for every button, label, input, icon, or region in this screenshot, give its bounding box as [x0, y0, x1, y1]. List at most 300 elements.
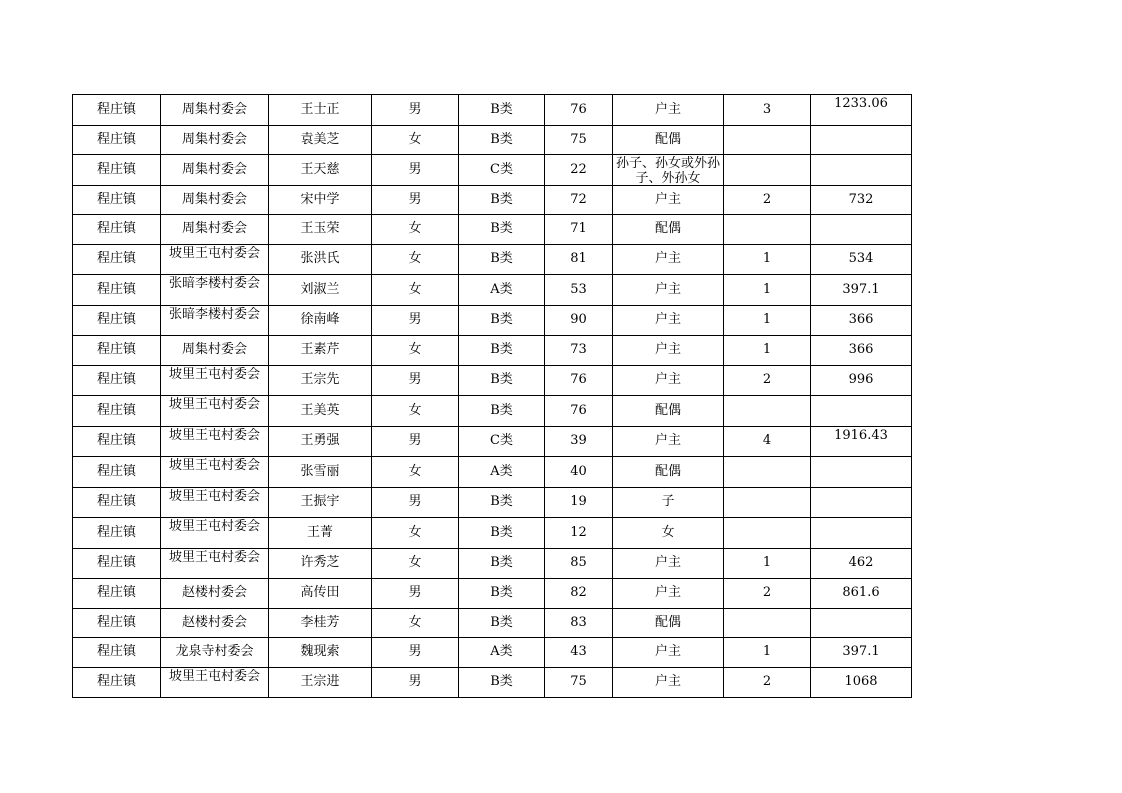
village-committee-text: 周集村委会	[181, 101, 247, 117]
cell-age	[545, 336, 613, 366]
relationship-text: 户主	[654, 585, 681, 601]
cell-village-committee	[161, 365, 269, 396]
cell-category	[459, 457, 545, 488]
cell-town	[73, 548, 161, 579]
cell-category	[459, 95, 545, 126]
cell-name	[269, 457, 372, 488]
table-body	[73, 95, 912, 698]
table-row	[73, 275, 912, 306]
cell-name	[269, 518, 372, 549]
age-text: 53	[570, 281, 587, 297]
household-size-text: 2	[762, 674, 772, 690]
cell-town	[73, 275, 161, 306]
cell-amount	[811, 365, 912, 396]
amount-text: 732	[848, 191, 874, 207]
amount-text: 366	[848, 312, 874, 328]
cell-gender	[372, 275, 459, 306]
gender-text: 男	[408, 494, 422, 510]
cell-village-committee	[161, 155, 269, 186]
village-committee-text: 坡里王屯村委会	[168, 519, 260, 534]
cell-village-committee	[161, 336, 269, 366]
cell-village-committee	[161, 244, 269, 275]
cell-household-size	[724, 215, 811, 245]
name-text: 王宗先	[300, 372, 340, 388]
name-text: 袁美芝	[300, 131, 340, 147]
cell-relationship	[613, 487, 724, 518]
cell-name	[269, 185, 372, 215]
gender-text: 女	[408, 251, 422, 267]
cell-category	[459, 396, 545, 427]
name-text: 张雪丽	[300, 463, 340, 479]
household-size-text: 4	[762, 433, 772, 449]
category-text: B类	[490, 585, 513, 601]
household-size-text: 1	[762, 555, 772, 571]
village-committee-text: 张暗李楼村委会	[168, 306, 260, 322]
cell-category	[459, 579, 545, 609]
cell-age	[545, 638, 613, 668]
cell-town	[73, 185, 161, 215]
relationship-text: 配偶	[654, 131, 681, 147]
cell-amount	[811, 305, 912, 336]
cell-town	[73, 155, 161, 186]
cell-gender	[372, 426, 459, 457]
age-text: 71	[570, 221, 587, 237]
cell-gender	[372, 125, 459, 155]
cell-age	[545, 396, 613, 427]
amount-text: 1233.06	[834, 96, 888, 111]
cell-relationship	[613, 608, 724, 638]
village-committee-text: 坡里王屯村委会	[168, 245, 260, 261]
cell-age	[545, 457, 613, 488]
cell-category	[459, 426, 545, 457]
cell-town	[73, 638, 161, 668]
amount-text: 397.1	[842, 644, 880, 660]
name-text: 王士正	[300, 101, 340, 117]
relationship-text: 子	[661, 494, 675, 510]
cell-village-committee	[161, 579, 269, 609]
age-text: 85	[570, 555, 587, 571]
cell-town	[73, 579, 161, 609]
cell-gender	[372, 396, 459, 427]
cell-amount	[811, 396, 912, 427]
cell-name	[269, 95, 372, 126]
cell-category	[459, 244, 545, 275]
cell-town	[73, 667, 161, 698]
relationship-text: 户主	[654, 281, 681, 297]
cell-gender	[372, 244, 459, 275]
cell-age	[545, 667, 613, 698]
cell-age	[545, 426, 613, 457]
category-text: B类	[490, 342, 513, 358]
relationship-text: 户主	[654, 342, 681, 358]
cell-amount	[811, 215, 912, 245]
town-text: 程庄镇	[96, 281, 136, 297]
cell-household-size	[724, 638, 811, 668]
name-text: 许秀芝	[300, 555, 340, 571]
cell-name	[269, 155, 372, 186]
cell-household-size	[724, 336, 811, 366]
cell-category	[459, 667, 545, 698]
cell-amount	[811, 548, 912, 579]
cell-amount	[811, 667, 912, 698]
cell-category	[459, 365, 545, 396]
category-text: B类	[490, 221, 513, 237]
cell-town	[73, 457, 161, 488]
gender-text: 女	[408, 402, 422, 418]
household-size-text: 3	[762, 101, 772, 117]
village-committee-text: 周集村委会	[181, 191, 247, 207]
cell-name	[269, 396, 372, 427]
village-committee-text: 周集村委会	[181, 221, 247, 237]
village-committee-text: 坡里王屯村委会	[168, 397, 260, 412]
table-row	[73, 125, 912, 155]
cell-village-committee	[161, 638, 269, 668]
category-text: B类	[490, 191, 513, 207]
cell-town	[73, 125, 161, 155]
cell-household-size	[724, 305, 811, 336]
cell-household-size	[724, 125, 811, 155]
cell-amount	[811, 638, 912, 668]
cell-gender	[372, 336, 459, 366]
amount-text: 462	[848, 555, 874, 571]
cell-category	[459, 336, 545, 366]
cell-village-committee	[161, 185, 269, 215]
cell-town	[73, 305, 161, 336]
village-committee-text: 坡里王屯村委会	[168, 488, 260, 504]
category-text: B类	[490, 524, 513, 540]
town-text: 程庄镇	[96, 674, 136, 690]
cell-name	[269, 275, 372, 306]
age-text: 40	[570, 463, 587, 479]
gender-text: 女	[408, 614, 422, 630]
category-text: B类	[490, 402, 513, 418]
cell-gender	[372, 638, 459, 668]
cell-relationship	[613, 336, 724, 366]
age-text: 73	[570, 342, 587, 358]
household-size-text: 2	[762, 372, 772, 388]
relationship-text: 户主	[654, 372, 681, 388]
relationship-text: 户主	[654, 312, 681, 328]
town-text: 程庄镇	[96, 161, 136, 177]
age-text: 72	[570, 191, 587, 207]
cell-name	[269, 638, 372, 668]
cell-age	[545, 305, 613, 336]
cell-age	[545, 125, 613, 155]
town-text: 程庄镇	[96, 251, 136, 267]
village-committee-text: 坡里王屯村委会	[168, 366, 260, 382]
cell-amount	[811, 487, 912, 518]
category-text: C类	[490, 161, 513, 177]
age-text: 83	[570, 614, 587, 630]
cell-gender	[372, 608, 459, 638]
cell-name	[269, 305, 372, 336]
cell-relationship	[613, 638, 724, 668]
town-text: 程庄镇	[96, 644, 136, 660]
village-committee-text: 张暗李楼村委会	[168, 276, 260, 291]
relationship-text: 配偶	[654, 221, 681, 237]
cell-town	[73, 95, 161, 126]
town-text: 程庄镇	[96, 312, 136, 328]
cell-relationship	[613, 95, 724, 126]
village-committee-text: 赵楼村委会	[181, 585, 247, 601]
table-row	[73, 548, 912, 579]
cell-category	[459, 275, 545, 306]
cell-gender	[372, 305, 459, 336]
town-text: 程庄镇	[96, 614, 136, 630]
name-text: 王素芹	[300, 342, 340, 358]
cell-village-committee	[161, 667, 269, 698]
cell-gender	[372, 185, 459, 215]
category-text: B类	[490, 312, 513, 328]
relationship-text: 户主	[654, 191, 681, 207]
cell-village-committee	[161, 426, 269, 457]
town-text: 程庄镇	[96, 524, 136, 540]
cell-village-committee	[161, 95, 269, 126]
cell-name	[269, 244, 372, 275]
cell-village-committee	[161, 548, 269, 579]
gender-text: 男	[408, 372, 422, 388]
cell-relationship	[613, 275, 724, 306]
village-committee-text: 坡里王屯村委会	[168, 427, 260, 443]
name-text: 高传田	[300, 585, 340, 601]
town-text: 程庄镇	[96, 433, 136, 449]
category-text: A类	[490, 644, 513, 660]
name-text: 李桂芳	[300, 614, 340, 630]
cell-village-committee	[161, 305, 269, 336]
cell-age	[545, 518, 613, 549]
cell-amount	[811, 95, 912, 126]
gender-text: 女	[408, 281, 422, 297]
cell-town	[73, 487, 161, 518]
cell-age	[545, 275, 613, 306]
table-row	[73, 426, 912, 457]
amount-text: 1916.43	[834, 427, 888, 443]
cell-amount	[811, 185, 912, 215]
age-text: 81	[570, 251, 587, 267]
data-table	[72, 94, 912, 698]
relationship-text: 户主	[654, 251, 681, 267]
cell-village-committee	[161, 518, 269, 549]
cell-category	[459, 305, 545, 336]
cell-relationship	[613, 365, 724, 396]
relationship-text: 女	[661, 524, 675, 540]
cell-household-size	[724, 487, 811, 518]
cell-gender	[372, 579, 459, 609]
gender-text: 男	[408, 585, 422, 601]
gender-text: 女	[408, 463, 422, 479]
table-row	[73, 244, 912, 275]
name-text: 王勇强	[300, 433, 340, 449]
cell-amount	[811, 125, 912, 155]
town-text: 程庄镇	[96, 131, 136, 147]
cell-age	[545, 365, 613, 396]
name-text: 魏现索	[300, 644, 340, 660]
cell-name	[269, 608, 372, 638]
cell-relationship	[613, 518, 724, 549]
cell-amount	[811, 579, 912, 609]
cell-age	[545, 244, 613, 275]
cell-category	[459, 608, 545, 638]
category-text: B类	[490, 555, 513, 571]
table-row	[73, 365, 912, 396]
age-text: 43	[570, 644, 587, 660]
cell-name	[269, 579, 372, 609]
cell-age	[545, 95, 613, 126]
town-text: 程庄镇	[96, 585, 136, 601]
cell-name	[269, 125, 372, 155]
name-text: 刘淑兰	[300, 281, 340, 297]
household-size-text: 1	[762, 342, 772, 358]
cell-name	[269, 365, 372, 396]
age-text: 19	[570, 494, 587, 510]
relationship-text: 配偶	[654, 402, 681, 418]
town-text: 程庄镇	[96, 402, 136, 418]
cell-town	[73, 518, 161, 549]
cell-village-committee	[161, 125, 269, 155]
amount-text: 534	[848, 251, 874, 267]
cell-household-size	[724, 185, 811, 215]
village-committee-text: 坡里王屯村委会	[168, 549, 260, 565]
cell-category	[459, 518, 545, 549]
cell-relationship	[613, 155, 724, 186]
village-committee-text: 周集村委会	[181, 161, 247, 177]
cell-amount	[811, 608, 912, 638]
age-text: 39	[570, 433, 587, 449]
cell-gender	[372, 487, 459, 518]
cell-village-committee	[161, 457, 269, 488]
category-text: B类	[490, 614, 513, 630]
table-row	[73, 305, 912, 336]
cell-age	[545, 155, 613, 186]
category-text: C类	[490, 433, 513, 449]
cell-household-size	[724, 275, 811, 306]
household-size-text: 2	[762, 191, 772, 207]
cell-household-size	[724, 396, 811, 427]
gender-text: 女	[408, 555, 422, 571]
cell-amount	[811, 457, 912, 488]
amount-text: 861.6	[842, 585, 880, 601]
relationship-text: 户主	[654, 433, 681, 449]
cell-amount	[811, 336, 912, 366]
cell-town	[73, 336, 161, 366]
age-text: 90	[570, 312, 587, 328]
relationship-text: 户主	[654, 644, 681, 660]
table-row	[73, 667, 912, 698]
cell-category	[459, 155, 545, 186]
name-text: 王天慈	[300, 161, 340, 177]
age-text: 76	[570, 101, 587, 117]
cell-gender	[372, 155, 459, 186]
table-row	[73, 95, 912, 126]
amount-text: 1068	[844, 674, 878, 690]
cell-relationship	[613, 457, 724, 488]
town-text: 程庄镇	[96, 101, 136, 117]
town-text: 程庄镇	[96, 342, 136, 358]
name-text: 王玉荣	[300, 221, 340, 237]
cell-household-size	[724, 518, 811, 549]
category-text: B类	[490, 251, 513, 267]
table-row	[73, 579, 912, 609]
name-text: 王菁	[306, 524, 333, 540]
town-text: 程庄镇	[96, 372, 136, 388]
name-text: 宋中学	[300, 191, 340, 207]
age-text: 75	[570, 674, 587, 690]
relationship-text: 配偶	[654, 463, 681, 479]
table-row	[73, 487, 912, 518]
village-committee-text: 周集村委会	[181, 131, 247, 147]
cell-gender	[372, 548, 459, 579]
cell-amount	[811, 155, 912, 186]
gender-text: 女	[408, 221, 422, 237]
cell-village-committee	[161, 215, 269, 245]
table-row	[73, 638, 912, 668]
cell-village-committee	[161, 275, 269, 306]
category-text: A类	[490, 281, 513, 297]
household-size-text: 1	[762, 312, 772, 328]
cell-relationship	[613, 579, 724, 609]
cell-age	[545, 487, 613, 518]
name-text: 王宗进	[300, 674, 340, 690]
cell-household-size	[724, 426, 811, 457]
category-text: B类	[490, 372, 513, 388]
household-size-text: 1	[762, 281, 772, 297]
amount-text: 397.1	[842, 281, 880, 297]
gender-text: 男	[408, 161, 422, 177]
town-text: 程庄镇	[96, 191, 136, 207]
table-row	[73, 396, 912, 427]
table-row	[73, 608, 912, 638]
name-text: 王振宇	[300, 494, 340, 510]
cell-village-committee	[161, 396, 269, 427]
cell-relationship	[613, 396, 724, 427]
cell-household-size	[724, 579, 811, 609]
cell-relationship	[613, 667, 724, 698]
cell-category	[459, 638, 545, 668]
amount-text: 996	[848, 372, 874, 388]
relationship-text: 户主	[654, 101, 681, 117]
cell-gender	[372, 95, 459, 126]
cell-amount	[811, 275, 912, 306]
table-row	[73, 457, 912, 488]
gender-text: 女	[408, 131, 422, 147]
cell-name	[269, 426, 372, 457]
cell-gender	[372, 667, 459, 698]
cell-household-size	[724, 244, 811, 275]
cell-household-size	[724, 548, 811, 579]
category-text: B类	[490, 101, 513, 117]
cell-name	[269, 548, 372, 579]
table-row	[73, 215, 912, 245]
name-text: 徐南峰	[300, 312, 340, 328]
village-committee-text: 赵楼村委会	[181, 614, 247, 630]
age-text: 22	[570, 161, 587, 177]
cell-category	[459, 125, 545, 155]
cell-household-size	[724, 155, 811, 186]
name-text: 王美英	[300, 402, 340, 418]
cell-gender	[372, 457, 459, 488]
cell-town	[73, 396, 161, 427]
town-text: 程庄镇	[96, 555, 136, 571]
town-text: 程庄镇	[96, 221, 136, 237]
cell-amount	[811, 244, 912, 275]
cell-relationship	[613, 548, 724, 579]
cell-village-committee	[161, 487, 269, 518]
cell-relationship	[613, 305, 724, 336]
cell-name	[269, 336, 372, 366]
cell-household-size	[724, 667, 811, 698]
cell-category	[459, 185, 545, 215]
age-text: 76	[570, 372, 587, 388]
